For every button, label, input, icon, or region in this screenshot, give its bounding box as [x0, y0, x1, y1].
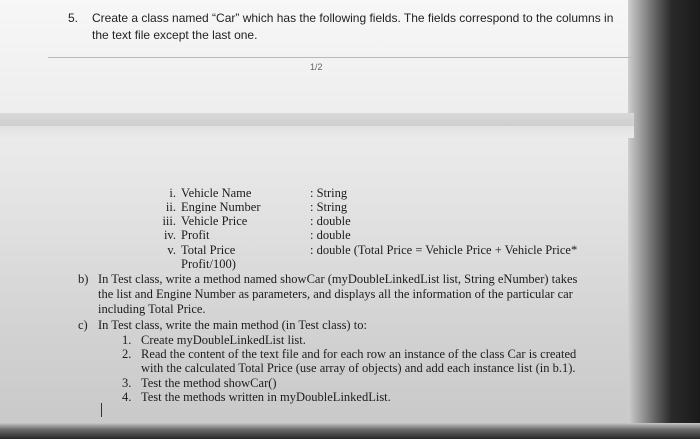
field-name-4: Profit [181, 228, 210, 242]
page-gap-band-light [0, 126, 634, 138]
part-c-item-1-num: 1. [122, 333, 132, 347]
part-c-item-4-num: 4. [122, 390, 132, 404]
field-name-1: Vehicle Name [181, 186, 252, 200]
part-c-item-1: Create myDoubleLinkedList list. [141, 333, 306, 347]
question-text: Create a class named “Car” which has the following fields. The fields correspond to the columns in the text file except the last one. [92, 11, 614, 42]
part-c-text: In Test class, write the main method (in Test class) to: [98, 318, 367, 332]
field-roman-4: iv. [163, 228, 176, 242]
screen-bezel-right [628, 0, 700, 439]
text-cursor [101, 403, 102, 417]
field-type-1: : String [310, 186, 348, 200]
field-type-5: : double (Total Price = Vehicle Price + Vehicle Price* [310, 243, 578, 257]
part-c-item-4: Test the methods written in myDoubleLinkedList. [141, 390, 391, 404]
field-name-5: Total Price [181, 243, 236, 257]
part-c-item-3: Test the method showCar() [141, 376, 277, 390]
page-divider [48, 57, 636, 58]
question-number: 5. [68, 11, 79, 25]
field-roman-2: ii. [165, 200, 176, 214]
field-roman-3: iii. [162, 214, 176, 228]
part-b-line-1: In Test class, write a method named showCar (myDoubleLinkedList list, String eNumber) takes [98, 272, 578, 286]
field-roman-5: v. [167, 243, 176, 257]
part-b-line-2: the list and Engine Number as parameters, and displays all the information of the particular car [98, 287, 573, 301]
field-name-5-continued: Profit/100) [181, 257, 236, 271]
screen-bezel-bottom [0, 423, 700, 439]
field-name-2: Engine Number [181, 200, 261, 214]
page-number: 1/2 [310, 62, 323, 72]
part-b-label: b) [78, 272, 89, 286]
part-c-label: c) [78, 318, 88, 332]
part-c-item-2-num: 2. [122, 347, 132, 361]
field-type-3: : double [310, 214, 351, 228]
part-b-line-3: including Total Price. [98, 302, 206, 316]
field-name-3: Vehicle Price [181, 214, 248, 228]
part-c-item-2-line-2: with the calculated Total Price (use array of objects) and add each instance list (in b.1). [141, 361, 576, 375]
part-c-item-3-num: 3. [122, 376, 132, 390]
page-gap-band [0, 113, 634, 126]
field-roman-1: i. [169, 186, 176, 200]
question-header [68, 10, 628, 44]
part-c-item-2-line-1: Read the content of the text file and for each row an instance of the class Car is created [141, 347, 577, 361]
field-type-4: : double [310, 228, 351, 242]
field-type-2: : String [310, 200, 348, 214]
